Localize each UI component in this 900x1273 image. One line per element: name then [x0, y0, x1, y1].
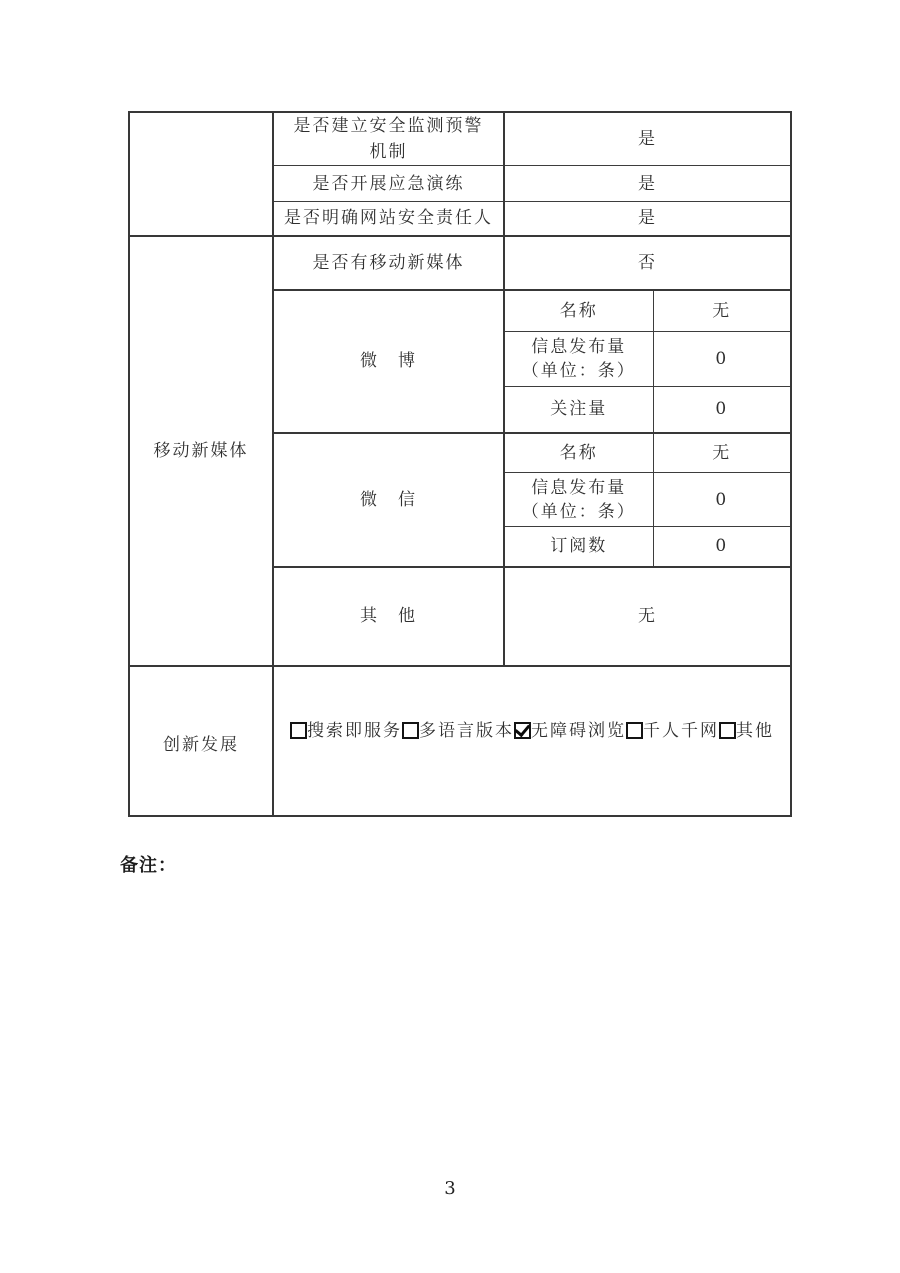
checkbox-option-multilingual[interactable] — [402, 718, 514, 744]
value-cell: 无 — [653, 433, 791, 473]
checkbox-option-accessibility[interactable] — [514, 718, 626, 744]
innovation-options-cell — [273, 666, 791, 816]
checkbox-label: 千人千网 — [643, 720, 719, 741]
field-label-line2: （单位：条） — [521, 501, 636, 522]
table-row — [129, 236, 791, 290]
weibo-label-cell: 微 博 — [273, 290, 504, 433]
value-cell: 无 — [653, 290, 791, 332]
table-row — [129, 112, 791, 166]
other-label-cell: 其 他 — [273, 567, 504, 666]
checkbox-icon[interactable] — [719, 722, 736, 739]
answer-cell: 是 — [504, 202, 791, 236]
checkbox-option-search-service[interactable] — [290, 718, 402, 744]
innovation-section-label: 创新发展 — [163, 734, 239, 755]
checkbox-label: 多语言版本 — [419, 720, 514, 741]
innovation-options-row — [274, 718, 790, 744]
page-number: 3 — [444, 1178, 456, 1199]
field-cell: 名称 — [504, 433, 653, 473]
question-label: 是否建立安全监测预警机制 — [293, 116, 484, 162]
value-cell: 0 — [653, 387, 791, 433]
question-cell — [273, 112, 504, 166]
remarks-label: 备注： — [120, 855, 177, 875]
checkbox-option-qianren-qianwang[interactable] — [626, 718, 719, 744]
field-cell: 关注量 — [504, 387, 653, 433]
field-cell — [504, 332, 653, 387]
answer-cell: 是 — [504, 112, 791, 166]
checkbox-icon[interactable] — [290, 722, 307, 739]
field-cell — [504, 473, 653, 527]
question-cell: 是否有移动新媒体 — [273, 236, 504, 290]
field-cell: 名称 — [504, 290, 653, 332]
answer-cell: 否 — [504, 236, 791, 290]
question-cell: 是否明确网站安全责任人 — [273, 202, 504, 236]
value-cell: 0 — [653, 473, 791, 527]
wechat-label-cell: 微 信 — [273, 433, 504, 567]
innovation-section-label-cell — [129, 666, 273, 816]
question-cell: 是否开展应急演练 — [273, 166, 504, 202]
value-cell: 0 — [653, 527, 791, 567]
checkbox-icon[interactable] — [514, 722, 531, 739]
answer-cell: 是 — [504, 166, 791, 202]
field-label-line2: （单位：条） — [521, 361, 636, 381]
field-label-line1: 信息发布量 — [531, 337, 627, 357]
mobile-media-section-label-cell: 移动新媒体 — [129, 236, 273, 666]
field-label-line1: 信息发布量 — [531, 477, 627, 498]
checkbox-icon[interactable] — [626, 722, 643, 739]
checkbox-label: 无障碍浏览 — [531, 720, 626, 741]
field-cell: 订阅数 — [504, 527, 653, 567]
checkbox-label: 搜索即服务 — [307, 720, 402, 741]
annual-report-table — [128, 111, 792, 817]
checkbox-icon[interactable] — [402, 722, 419, 739]
other-value-cell: 无 — [504, 567, 791, 666]
table-row — [129, 666, 791, 816]
checkbox-label: 其他 — [736, 720, 774, 741]
checkbox-option-other[interactable] — [719, 718, 774, 744]
website-security-section-cell — [129, 112, 273, 236]
value-cell: 0 — [653, 332, 791, 387]
